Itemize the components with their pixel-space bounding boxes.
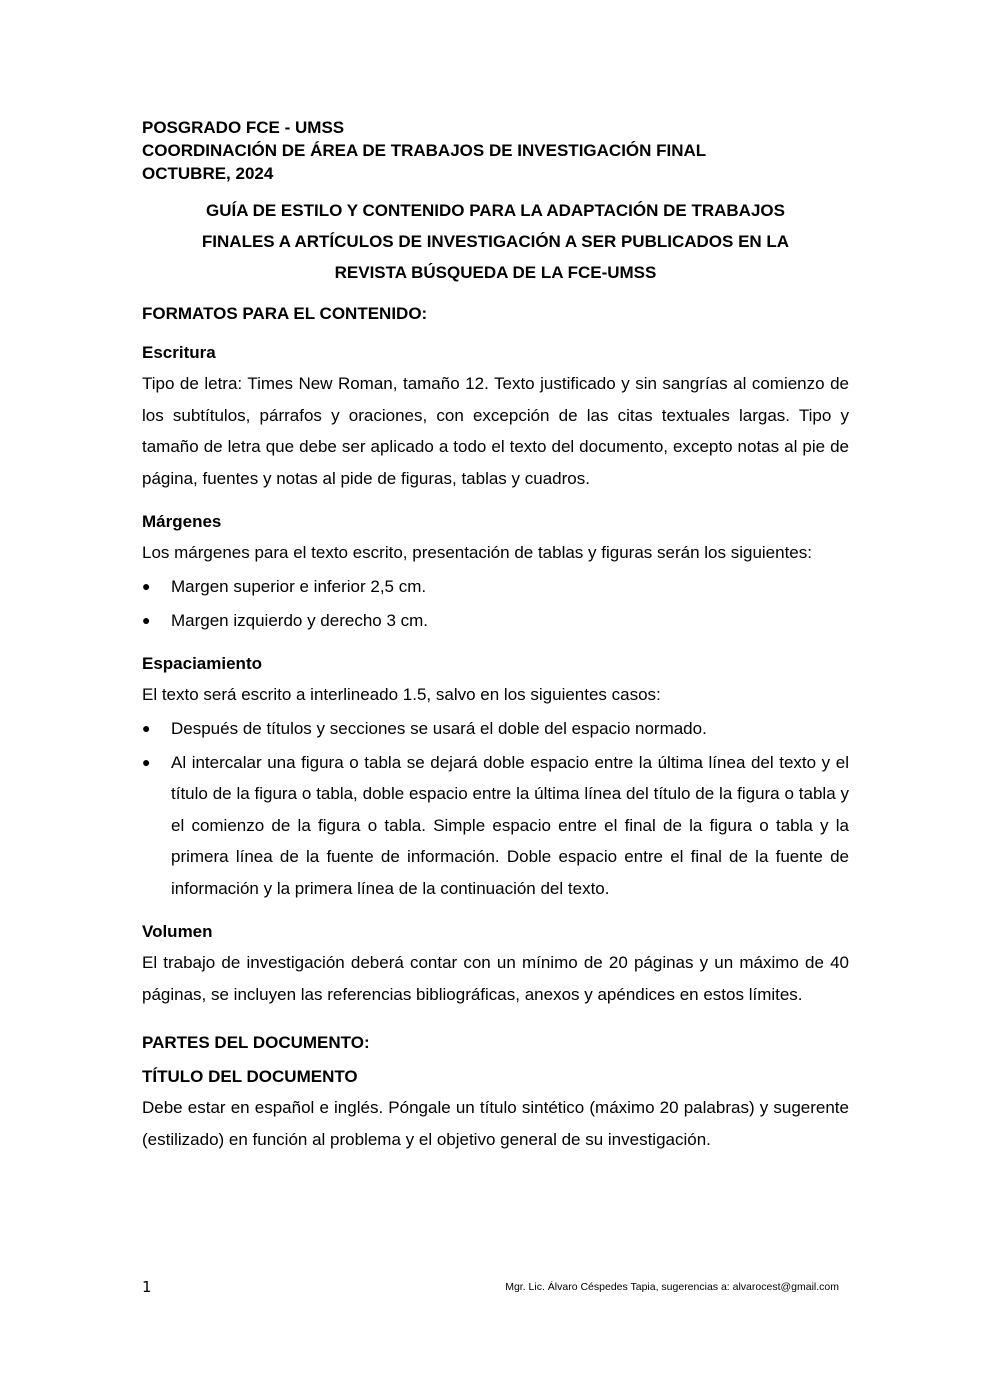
document-page — [142, 116, 849, 1155]
subheading-titulo-documento: TÍTULO DEL DOCUMENTO — [142, 1067, 358, 1086]
subheading-margenes: Márgenes — [142, 512, 222, 531]
list-item — [142, 747, 849, 905]
bullet-list-margenes — [142, 571, 849, 637]
bullet-icon: ● — [142, 577, 151, 594]
subsection-margenes — [142, 511, 849, 636]
list-item-text: Margen superior e inferior 2,5 cm. — [171, 576, 427, 596]
page-number: 1 — [142, 1278, 152, 1296]
document-header — [142, 116, 849, 185]
paragraph-volumen: El trabajo de investigación deberá contar con un mínimo de 20 páginas y un máximo de 40 páginas, se incluyen las referencias bibliográficas, anexos y apéndices en estos límites. — [142, 953, 849, 1004]
header-date: OCTUBRE, 2024 — [142, 164, 274, 183]
title-line-1: GUÍA DE ESTILO Y CONTENIDO PARA LA ADAPTACIÓN DE TRABAJOS — [206, 201, 785, 220]
subsection-volumen — [142, 921, 849, 1010]
paragraph-margenes: Los márgenes para el texto escrito, presentación de tablas y figuras serán los siguientes: — [142, 543, 812, 562]
bullet-list-espaciamiento — [142, 713, 849, 905]
paragraph-espaciamiento: El texto será escrito a interlineado 1.5, salvo en los siguientes casos: — [142, 685, 661, 704]
subsection-escritura — [142, 342, 849, 494]
bullet-icon: ● — [142, 611, 151, 628]
footer-credit: Mgr. Lic. Álvaro Céspedes Tapia, sugerencias a: alvarocest@gmail.com — [505, 1281, 839, 1293]
list-item-text: Después de títulos y secciones se usará el doble del espacio normado. — [171, 718, 707, 738]
subheading-espaciamiento: Espaciamiento — [142, 654, 262, 673]
list-item-text: Margen izquierdo y derecho 3 cm. — [171, 610, 429, 630]
list-item — [142, 605, 849, 637]
paragraph-escritura: Tipo de letra: Times New Roman, tamaño 12. Texto justificado y sin sangrías al comienzo de los subtítulos, párrafos y oraciones, con excepción de las citas textuales largas. Tipo y tamaño de letra que debe ser aplicado a todo el texto del documento, excepto notas al pie de página, fuentes y notas al pide de figuras, tablas y cuadros. — [142, 374, 849, 488]
header-coordination: COORDINACIÓN DE ÁREA DE TRABAJOS DE INVESTIGACIÓN FINAL — [142, 141, 707, 160]
subheading-volumen: Volumen — [142, 922, 213, 941]
bullet-icon: ● — [142, 719, 151, 736]
paragraph-titulo-documento: Debe estar en español e inglés. Póngale un título sintético (máximo 20 palabras) y sugerente (estilizado) en función al problema y el objetivo general de su investigación. — [142, 1098, 849, 1149]
subsection-espaciamiento — [142, 653, 849, 904]
section-heading-formatos: FORMATOS PARA EL CONTENIDO: — [142, 304, 428, 323]
list-item-text: Al intercalar una figura o tabla se dejará doble espacio entre la última línea del texto y el título de la figura o tabla, doble espacio entre la última línea del título de la figura o tabla y el comienzo de la figura o tabla. Simple espacio entre el final de la figura o tabla y la primera línea de la fuente de información. Doble espacio entre el final de la fuente de información y la primera línea de la continuación del texto. — [171, 752, 849, 898]
list-item — [142, 571, 849, 603]
subheading-escritura: Escritura — [142, 343, 216, 362]
bullet-icon: ● — [142, 753, 151, 770]
list-item — [142, 713, 849, 745]
section-heading-partes: PARTES DEL DOCUMENTO: — [142, 1033, 370, 1052]
page-footer — [142, 1278, 839, 1298]
header-institution: POSGRADO FCE - UMSS — [142, 118, 345, 137]
document-title — [142, 195, 849, 288]
title-line-3: REVISTA BÚSQUEDA DE LA FCE-UMSS — [334, 263, 657, 282]
title-line-2: FINALES A ARTÍCULOS DE INVESTIGACIÓN A SER PUBLICADOS EN LA — [201, 232, 790, 251]
